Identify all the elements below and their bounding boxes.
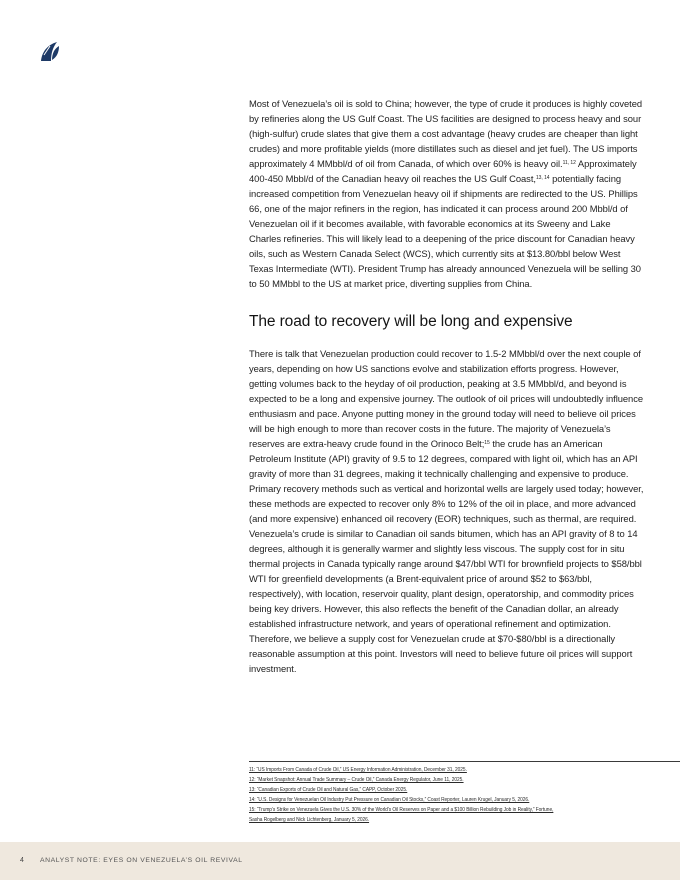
footnote-ref[interactable]: 13, 14 — [535, 175, 550, 181]
footnote-link[interactable]: 15: “Trump’s Strike on Venezuela Gives the U.S. 30% of the World’s Oil Reserves on Paper and a $100 Billion Rebuilding Job in Reality,” Fortune, — [249, 807, 554, 813]
paragraph-1: Most of Venezuela’s oil is sold to China; however, the type of crude it produces is highly coveted by refineries along the US Gulf Coast. The US facilities are designed to process heavy and sour (high-sulfur) crude slates that give them a cost advantage (heavy crudes are cheaper than light crudes) and more profitable yields (more distillates such as diesel and jet fuel). The US imports approximately 4 MMbbl/d of oil from Canada, of which over 60% is heavy oil.$^{11, 12}$ Approximately 400-450 Mbbl/d of the Canadian heavy oil reaches the US Gulf Coast,$^{13, 14}$ potentially facing increased competition from Venezuelan heavy oil if shipments are redirected to the US. Phillips 66, one of the major refiners in the region, has indicated it can process around 200 Mbbl/d of Venezuelan oil if it becomes available, with favorable economics at its Sweeny and Lake Charles refineries. This will likely lead to a deepening of the price discount for Canadian heavy oils, such as Western Canada Select (WCS), which currently sits at $13.80/bbl below West Texas Intermediate (WTI). President Trump has already announced Venezuela will be selling 30 to 50 MMbbl to the US at market price, diverting supplies from China. — [249, 98, 643, 289]
paragraph-2: There is talk that Venezuelan production could recover to 1.5-2 MMbbl/d over the next couple of years, depending on how US sanctions evolve and stabilization efforts progress. However, getting volumes back to the heyday of oil production, peaking at 3.5 MMbbl/d, and beyond is expected to be a long and expensive journey. The outlook of oil prices will undoubtedly influence enthusiasm and pace. Anyone putting money in the ground today will need to believe oil prices will be high enough to more than recover costs in the future. The majority of Venezuela’s reserves are extra-heavy crude found in the Orinoco Belt;$^{15}$ the crude has an American Petroleum Institute (API) gravity of 9.5 to 12 degrees, compared with light oil, which has an API gravity of more than 31 degrees, making it technically challenging and expensive to produce. Primary recovery methods such as vertical and horizontal wells are largely used today; however, these methods are expected to recover only 8% to 12% of the oil in place, and more advanced (and more expensive) enhanced oil recovery (EOR) techniques, such as thermal, are required. Venezuela’s crude is similar to Canadian oil sands bitumen, which has an API gravity of 8 to 14 degrees, although it is generally warmer and slightly less viscous. The supply cost for in situ thermal projects in Canada typically range around $47/bbl WTI for brownfield projects to $58/bbl WTI for greenfield developments (a Brent-equivalent price of around $52 to $63/bbl, respectively), with location, reservoir quality, plant design, operatorship, and commodity prices being key drivers. However, this also reflects the benefit of the Canadian dollar, an already established infrastructure network, and years of operational refinement and optimization. Therefore, we believe a supply cost for Venezuelan crude at $70-$80/bbl is a directionally reasonable assumption at this point. Investors will need to believe future oil prices will support investment. — [249, 348, 644, 674]
sail-logo-icon — [38, 40, 62, 64]
page-number: 4 — [20, 857, 24, 864]
page-footer — [0, 842, 680, 880]
footnote-ref[interactable]: 15 — [484, 440, 490, 446]
footnote-link[interactable]: Sasha Rogelberg and Nick Lichtenberg, January 5, 2026. — [249, 817, 370, 823]
document-title: ANALYST NOTE: EYES ON VENEZUELA’S OIL REVIVAL — [40, 857, 243, 864]
footnote-link[interactable]: 12: “Market Snapshot: Annual Trade Summary – Crude Oil,” Canada Energy Regulator, June 11, 2025. — [249, 777, 464, 783]
footnote-ref[interactable]: 11, 12 — [562, 160, 576, 166]
footnote-link[interactable]: 13: “Canadian Exports of Crude Oil and Natural Gas,” CAPP, October 2025. — [249, 787, 408, 793]
footnote-link[interactable]: 11: “US Imports From Canada of Crude Oil,” US Energy Information Administration, December 31, 2025. — [249, 767, 467, 773]
footnote-link[interactable]: 14: “U.S. Designs for Venezuelan Oil Industry Put Pressure on Canadian Oil Stocks,” Coast Reporter, Lauren Krugel, January 5, 2026. — [249, 797, 530, 803]
article-body — [249, 96, 644, 676]
footnotes — [249, 761, 680, 825]
section-heading: The road to recovery will be long and expensive — [249, 313, 573, 330]
